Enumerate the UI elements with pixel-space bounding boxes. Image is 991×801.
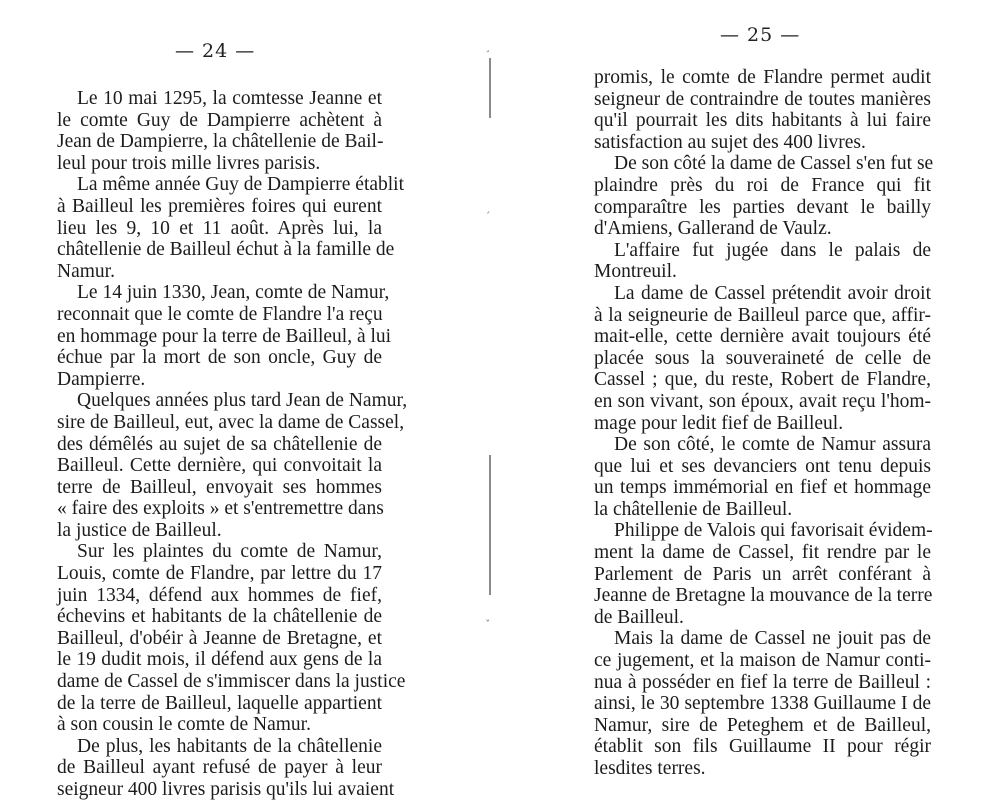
text-line: plaindre près du roi de France qui fit [594, 174, 931, 196]
page-number-left: — 24 — [175, 40, 256, 62]
text-line: des démêlés au sujet de sa châtellenie de [57, 433, 382, 455]
text-line: échue par la mort de son oncle, Guy de [57, 347, 382, 369]
text-line: de Bailleul. [594, 606, 684, 628]
text-line: reconnait que le comte de Flandre l'a reçu [57, 303, 383, 325]
text-line: lieu les 9, 10 et 11 août. Après lui, la [57, 217, 382, 239]
text-line: le comte Guy de Dampierre achètent à [57, 109, 382, 131]
binding-mark-middle: ˊ [485, 210, 491, 223]
text-line: Jeanne de Bretagne la mouvance de la terre [594, 585, 933, 607]
left-page-text [57, 88, 408, 801]
text-line: seigneur 400 livres parisis qu'ils lui avaient [57, 779, 395, 800]
text-line: Le 14 juin 1330, Jean, comte de Namur, [77, 282, 390, 304]
page-number-right: — 25 — [720, 24, 801, 46]
binding-mark-bottom: ˇ [485, 618, 491, 631]
text-line: que lui et ses devanciers ont tenu depuis [594, 455, 931, 477]
text-line: La même année Guy de Dampierre établit [77, 174, 405, 196]
text-line: Bailleul, d'obéir à Jeanne de Bretagne, et [57, 627, 382, 649]
text-line: de Bailleul ayant refusé de payer à leur [57, 757, 382, 779]
text-line: Bailleul. Cette dernière, qui convoitait la [57, 455, 382, 477]
text-line: Quelques années plus tard Jean de Namur, [77, 390, 408, 412]
text-line: en son vivant, son époux, avait reçu l'hom- [594, 390, 931, 412]
text-line: juin 1334, défend aux hommes de fief, [57, 584, 382, 606]
text-line: Sur les plaintes du comte de Namur, [77, 541, 382, 563]
text-line: L'affaire fut jugée dans le palais de [614, 239, 931, 261]
text-line: sire de Bailleul, eut, avec la dame de Cassel, [57, 411, 405, 433]
text-line: Namur. [57, 260, 115, 282]
right-page-text [594, 67, 934, 780]
text-line: ment la dame de Cassel, fit rendre par le [594, 542, 931, 564]
text-line: La dame de Cassel prétendit avoir droit [614, 282, 931, 304]
text-line: établit son fils Guillaume II pour régir [594, 736, 931, 758]
text-line: promis, le comte de Flandre permet audit [594, 67, 931, 88]
text-line: lesdites terres. [594, 758, 706, 779]
left-page [0, 0, 480, 800]
text-line: Dampierre. [57, 368, 146, 390]
text-line: Cassel ; que, du reste, Robert de Flandre, [594, 369, 931, 391]
text-line: Louis, comte de Flandre, par lettre du 17 [57, 563, 382, 585]
text-line: le 19 dudit mois, il défend aux gens de la [57, 649, 382, 671]
text-line: seigneur de contraindre de toutes manières [594, 88, 931, 110]
text-line: Jean de Dampierre, la châtellenie de Bail- [57, 131, 384, 153]
text-line: comparaître les parties devant le bailly [594, 196, 931, 218]
text-line: placée sous la souveraineté de celle de [594, 347, 931, 369]
text-line: terre de Bailleul, envoyait ses hommes [57, 476, 382, 498]
text-line: leul pour trois mille livres parisis. [57, 152, 321, 174]
gutter-line-top [489, 58, 491, 118]
text-line: la châtellenie de Bailleul. [594, 498, 793, 520]
right-page [498, 0, 991, 779]
text-line: Namur, sire de Peteghem et de Bailleul, [594, 714, 931, 736]
text-line: d'Amiens, Gallerand de Vaulz. [594, 218, 832, 240]
text-line: dame de Cassel de s'immiscer dans la justice [57, 671, 406, 693]
text-line: ainsi, le 30 septembre 1338 Guillaume I de [594, 693, 931, 715]
text-line: à son cousin le comte de Namur. [57, 714, 311, 736]
page-gutter [482, 0, 498, 768]
text-line: mait-elle, cette dernière avait toujours été [594, 326, 931, 348]
text-line: Montreuil. [594, 261, 677, 283]
text-line: de la terre de Bailleul, laquelle appartient [57, 692, 382, 714]
text-line: satisfaction au sujet des 400 livres. [594, 131, 866, 153]
text-line: en hommage pour la terre de Bailleul, à lui [57, 325, 392, 347]
text-line: la justice de Bailleul. [57, 519, 222, 541]
text-line: châtellenie de Bailleul échut à la famille de [57, 239, 395, 261]
text-line: qu'il pourrait les dits habitants à lui faire [594, 110, 931, 132]
text-line: Le 10 mai 1295, la comtesse Jeanne et [77, 88, 382, 109]
text-line: Mais la dame de Cassel ne jouit pas de [614, 628, 931, 650]
text-line: échevins et habitants de la châtellenie de [57, 606, 382, 628]
text-line: un temps immémorial en fief et hommage [594, 477, 931, 499]
gutter-line-bottom [489, 455, 491, 595]
text-line: mage pour ledit fief de Bailleul. [594, 412, 844, 434]
text-line: De son côté la dame de Cassel s'en fut se [614, 153, 934, 175]
text-line: à Bailleul les premières foires qui eurent [57, 195, 382, 217]
text-line: De plus, les habitants de la châtellenie [77, 735, 382, 757]
text-line: nua à posséder en fief la terre de Bailleul : [594, 671, 931, 693]
text-line: Parlement de Paris un arrêt conférant à [594, 563, 931, 585]
text-line: ce jugement, et la maison de Namur conti- [594, 650, 931, 672]
binding-mark-top: ¸ [485, 40, 491, 53]
text-line: De son côté, le comte de Namur assura [614, 434, 931, 456]
text-line: Philippe de Valois qui favorisait évidem- [614, 520, 933, 542]
text-line: à la seigneurie de Bailleul parce que, affir- [594, 304, 931, 326]
text-line: « faire des exploits » et s'entremettre dans [57, 498, 384, 520]
